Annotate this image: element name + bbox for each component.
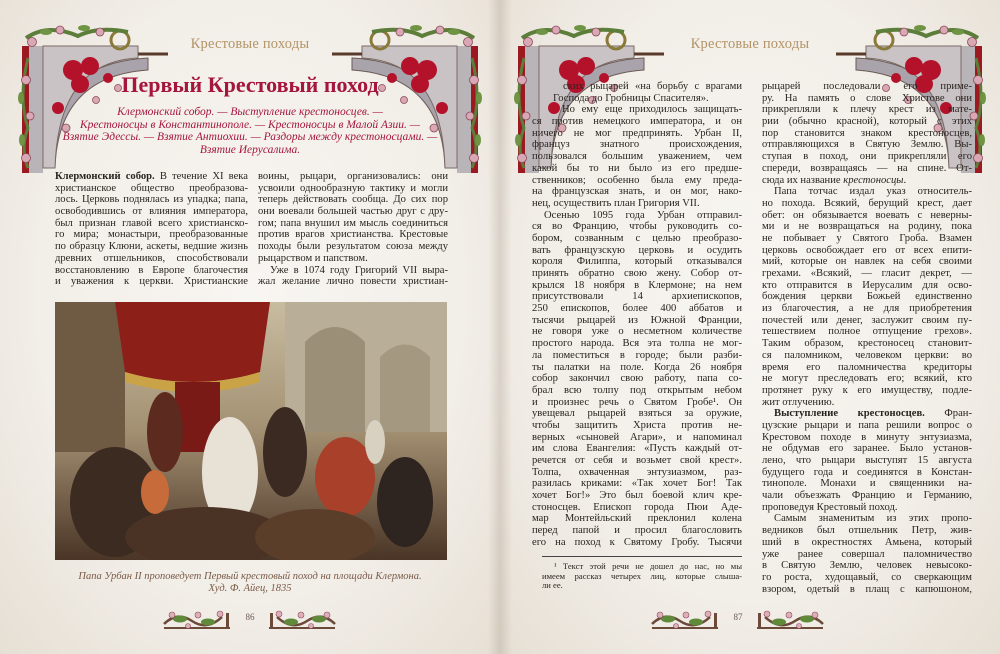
text-line: христианское общество преобразова- <box>55 182 248 194</box>
footnote <box>542 562 742 591</box>
text-line: Но ему еще приходилось защищать- <box>562 104 742 116</box>
text-line: тысячи рыцарей из Южной Франции, <box>532 314 742 326</box>
text-line: Таким образом, крестоносец становит- <box>762 338 972 350</box>
text-line: не могут преследовать его; всякий, кто <box>762 373 972 385</box>
text-line: не говоря уже о несметном количестве <box>532 326 742 338</box>
text-line: Господа до Гробницы Спасителя». <box>553 92 709 104</box>
text-line: го роста, худощавый, со сверкающим <box>762 571 972 583</box>
page-number: 86 <box>245 612 255 622</box>
text-line: будущего года и соединятся в Констан- <box>762 466 972 478</box>
vine-ornament-icon <box>650 609 720 631</box>
text-line: тинополе. Монахи и священники на- <box>762 478 972 490</box>
text-line: по образцу Клюни, аскеты, ведшие жизнь <box>55 241 248 253</box>
caption-line: Худ. Ф. Айец, 1835 <box>208 582 292 594</box>
text-line: ми и не возвращаться на родину, пока <box>762 221 972 233</box>
text-line: но похода. Всякий, берущий крест, дает <box>762 197 972 209</box>
text-line: крылся 18 ноября в Клермоне; на нем <box>532 279 742 291</box>
text-line: почестей или денег, заслужит своим пу- <box>762 314 972 326</box>
footnote-divider <box>542 556 742 557</box>
running-head: Крестовые походы <box>190 36 310 52</box>
text-line: ¹ Текст этой речи не дошел до нас, но мы <box>554 561 742 571</box>
text-line: вать французскую церковь и осудить <box>532 244 742 256</box>
text-line: грехами. «Всякий, — гласит декрет, — <box>762 268 972 279</box>
text-line: пор становится знаком крестоносцев, <box>762 127 972 139</box>
text-line: ся против немецкого императора, и он <box>532 116 742 128</box>
summary-line: Взятие Эдессы. — Взятие Антиохии. — Раздоры между крестоносцами. — <box>62 131 438 144</box>
text-line: мар Монтейльский преклонил колена <box>532 513 742 525</box>
text-line: Крестовом походе в минуту энтузиазма, <box>762 431 972 443</box>
text-line: церковь освобождает его от всех епити- <box>762 244 972 256</box>
text-line: Папа тотчас издал указ относитель- <box>774 186 972 198</box>
text-line: не побывает у Святого Гроба. Взамен <box>762 232 972 244</box>
text-line: верных «сыновей Агари», и напоминал <box>532 431 742 443</box>
text-line: Самым знаменитым из этих пропо- <box>774 513 972 525</box>
text-line: взором, одетый в плащ с капюшоном, <box>762 583 972 595</box>
chapter-summary <box>30 106 470 156</box>
text-line: речется от себя и возьмет свой крест». <box>532 455 742 466</box>
text-line: перед папой и просил благословить <box>532 525 742 537</box>
text-line: стоносцев. Епископ города Пюи Аде- <box>532 501 742 513</box>
text-line: ственников; особенно была ему преда- <box>532 174 742 186</box>
text-line <box>762 408 972 420</box>
text-column <box>55 171 248 288</box>
text-line: го мира; монастыри, преобразованные <box>55 229 248 241</box>
text-line: рии (обычно красной), который с этих <box>762 116 972 128</box>
emphasis-text: крестоносцы <box>843 174 904 186</box>
running-head: Крестовые походы <box>690 36 810 52</box>
text-line: не обдумав его заранее. Было установ- <box>762 443 972 455</box>
text-line: нец, осуществить план Григория VII. <box>532 197 700 209</box>
text-line: Осенью 1095 года Урбан отправил- <box>544 209 742 221</box>
vine-ornament-icon <box>755 609 825 631</box>
text-segment: сюда их название <box>762 174 844 186</box>
text-line: усвоили однообразную тактику и могли <box>258 182 448 194</box>
text-line: ли ее. <box>542 580 563 591</box>
text-line: простого народа. Вся эта толпа не мог- <box>532 338 742 350</box>
text-line: в Святую Землю, человек невысоко- <box>762 560 972 572</box>
text-line: отправляющихся в Святую Землю. Вы- <box>762 139 972 151</box>
book-gutter <box>488 0 512 654</box>
text-line: Уже в 1074 году Григорий VII выра- <box>270 264 448 276</box>
text-line: его на поход к Святому Гробу. Тысячи <box>532 536 742 548</box>
text-line: рыцарей последовали его приме- <box>762 81 972 92</box>
text-line: хочет Бог!» Это был боевой клич кре- <box>532 490 742 502</box>
vine-ornament-icon <box>162 609 232 631</box>
text-line: был признан главой всего христианско- <box>55 217 248 229</box>
text-line: ты палатки на поле. Когда 26 ноября <box>532 361 742 373</box>
vine-ornament-icon <box>267 609 337 631</box>
text-line: проповедуя Крестовый поход. <box>762 501 898 513</box>
text-line: спереди, возвращаясь — на спине. От- <box>762 162 972 174</box>
text-line: протянет руку к его имуществу, подле- <box>762 384 972 396</box>
text-line: Толпа, охваченная энтузиазмом, раз- <box>532 466 742 478</box>
text-line: ся во Францию, чтобы руководить со- <box>532 221 742 233</box>
text-line <box>762 175 972 187</box>
text-line: собор закончил свою работу, папа со- <box>532 373 742 385</box>
text-line: чтобы защитить Христа против не- <box>532 419 742 431</box>
text-line: походы были результатом союза между <box>258 241 448 253</box>
text-column <box>258 171 448 288</box>
text-line: разилась криками: «Так хочет Бог! Так <box>532 478 742 490</box>
text-line: ступая в поход, они прикрепляли его <box>762 151 972 163</box>
text-line: принять обратно свою жену. Собор от- <box>532 268 742 279</box>
text-line: имеем рассказ четырех лиц, которые слыша- <box>542 570 742 581</box>
text-line: рыцарством и папством. <box>258 252 368 264</box>
text-line: против врагов христианства. Крестовые <box>258 229 448 241</box>
summary-line: Клермонский собор. — Выступление крестоносцев. — <box>117 106 383 118</box>
text-line: ведников был отшельник Петр, жив- <box>762 525 972 537</box>
text-line <box>55 171 248 183</box>
text-line: прикрепляли к плечу крест из мате- <box>762 104 972 116</box>
page-number: 87 <box>733 612 743 622</box>
text-line: ла поместиться в городе; были разби- <box>532 349 742 361</box>
text-line: француз знатного происхождения, <box>532 139 742 151</box>
summary-line: Взятие Иерусалима. <box>199 143 301 156</box>
text-line: какой бы то ни было из его предше- <box>532 162 742 174</box>
text-line: древних отшельников, способствовали <box>55 252 248 264</box>
painting-illustration <box>55 302 447 560</box>
text-line: жал желание лично повести христиан- <box>258 276 448 288</box>
text-line: лено, что рыцари выступят 15 августа <box>762 455 972 466</box>
text-line: уже ранее совершал паломничество <box>762 548 972 560</box>
text-line: тешествием полное отпущение грехов». <box>762 326 972 338</box>
text-line: пользовался большим уважением, чем <box>532 151 742 163</box>
caption-line: Папа Урбан II проповедует Первый крестовый поход на площади Клермона. <box>78 571 422 582</box>
text-line: 250 епископов, более 400 аббатов и <box>532 303 742 315</box>
text-line: восстановлению в Европе благочестия <box>55 264 248 276</box>
text-line: ничего не мог предпринять. Урбан II, <box>532 127 742 139</box>
text-line: освободившись от влияния императора, <box>55 206 248 218</box>
text-line: цузские рыцари и папа решили вопрос о <box>762 419 972 431</box>
text-line: кто отправится в Иерусалим для осво- <box>762 279 972 291</box>
text-line: теперь действовать сообща. До сих пор <box>258 194 448 206</box>
text-line: ся паломником, человеком церкви: во <box>762 349 972 361</box>
text-line: гом; папа внушил им мысль соединиться <box>258 217 448 229</box>
text-line: ских рыцарей «на борьбу с врагами <box>563 81 742 92</box>
right-page <box>500 0 1000 654</box>
text-line: присутствовали 14 архиепископов, <box>532 291 742 303</box>
text-line: воины, рыцари, организовались: они <box>258 171 448 182</box>
text-segment: Фран- <box>924 408 972 420</box>
text-line: бождения церкви Божьей единственно <box>762 291 972 303</box>
text-line: из благочестия, а не для приобретения <box>762 303 972 315</box>
text-line: и произнес речь о Святом Гробе¹. Он <box>532 396 742 408</box>
text-line: им слова Евангелия: «Пусть каждый от- <box>532 443 742 455</box>
text-segment: В течение XI века <box>154 171 248 182</box>
text-segment: . <box>903 174 907 186</box>
text-line: бором, созванным с целью преобразо- <box>532 232 742 244</box>
text-line: короля Филиппа, который отказывался <box>532 256 742 268</box>
text-column <box>532 81 742 549</box>
text-line: ший в окрестностях Амьена, который <box>762 536 972 548</box>
illustration-caption <box>20 571 480 594</box>
section-heading: Выступление крестоносцев. <box>774 408 925 420</box>
text-line: увещевал рыцарей взяться за оружие, <box>532 408 742 420</box>
text-line: ру. На память о слове Христове они <box>762 92 972 104</box>
text-line: и уважения к церкви. Христианские <box>55 276 248 288</box>
text-line: чали объезжать Францию и Германию, <box>762 490 972 502</box>
section-heading: Клермонский собор. <box>55 171 155 182</box>
summary-line: Крестоносцы в Константинополе. — Крестоносцы в Малой Азии. — <box>80 118 420 131</box>
text-column <box>762 81 972 595</box>
text-line: обет: он обязывается воевать с неверны- <box>762 209 972 221</box>
chapter-title: Первый Крестовый поход <box>121 72 379 97</box>
text-line: лось. Церковь поднялась из упадка; папа, <box>55 194 248 206</box>
text-line: жит отлучению. <box>762 396 835 408</box>
text-line: брал всю толпу под открытым небом <box>532 384 742 396</box>
text-line: на французская знать, и он мог, нако- <box>532 186 742 198</box>
text-line: мий, которые он навлек на себя своими <box>762 256 972 268</box>
text-line: они воевали большей частью друг с дру- <box>258 206 448 218</box>
text-line: время его паломничества кредиторы <box>762 361 972 373</box>
